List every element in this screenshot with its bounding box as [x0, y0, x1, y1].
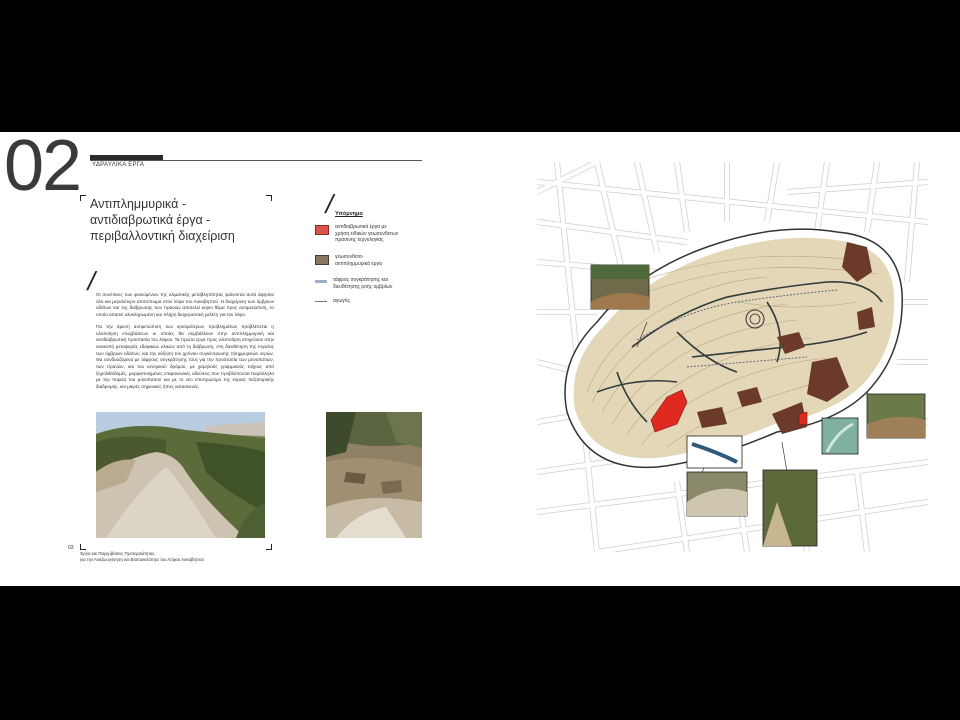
footer-line: Έργα και Παρεμβάσεις Προτεραιότητας	[80, 551, 155, 556]
legend-label: αγωγός	[333, 298, 350, 304]
title-line: περιβαλλοντική διαχείριση	[90, 229, 235, 243]
legend-title: Υπόμνημα	[335, 211, 363, 217]
page-number: 03	[68, 545, 74, 551]
legend-label: αντιπλημμυρικά έργα	[335, 260, 382, 267]
title-line: αντιδιαβρωτικά έργα -	[90, 213, 211, 227]
legend-label: τάφρος συγκράτησης και	[333, 277, 388, 283]
legend-item-pipe	[315, 298, 350, 305]
title-line: Αντιπλημμυρικά -	[90, 197, 186, 211]
legend-label: χρήση ειδικών γεωσυνθετων	[335, 230, 399, 237]
body-text	[96, 292, 274, 396]
section-label: ΥΔΡΑΥΛΙΚΑ ΕΡΓΑ	[92, 162, 145, 168]
page-title	[90, 196, 280, 244]
legend-swatch	[315, 225, 329, 235]
legend-label: γεωσυνθετα-	[335, 254, 364, 260]
footer-line: για την Αναζωογόνηση και Βιοποικιλότητα του Λόφου Λυκαβηττού	[80, 557, 204, 562]
slash-decoration: /	[322, 189, 337, 219]
paragraph: Για την άμεση αντιμετώπιση των κρισιμότερων προβλημάτων προβλέπεται η υλοποίηση επεμβάσεων οι οποίες θα συμβάλλουν στην αντιπλημμυρική και αντιδιαβρωτική προστασία του λόφου. Τα πρώτα έργα προς υλοποίηση στοχεύουν στην ανακοπή μεταφοράς εδαφικών υλικών από τη διάβρωση, στη διευθέτηση της πορείας των όμβριων υδάτων, και την αύξηση του χρόνου συγκέντρωσης πλημμυρικών νερών. Θα συνδυαζόμενα με τάφρους συγκράτησης τους για την προστασία των μονοπατιών, των πρανών, και του κεντρικού δρόμου, με χαμηλούς γραμμικούς τοίχους από ξηρολιθοδομές, μορφοποιημένες επιφανειακές οδεύσεις που προβλέπονται παράλληλα με την πορεία του μονοπατιού και με το νέο επιστρώσιμο της κύριας πεζοπορικής διαδρομής, και μικρές σημειακές ήπιες κατασκευές.	[96, 323, 274, 390]
slash-decoration: /	[84, 266, 99, 296]
legend-label: διευθέτησης ροής ομβρίων	[333, 283, 393, 290]
legend-item-trench	[315, 277, 392, 290]
document-spread	[0, 132, 960, 586]
paragraph: Οι συνέπειες των φαινομένων της κλιματικής μεταβλητότητας φαίνονται αυτά άφησαν όλο και μεγαλύτερο αποτύπωμα στον λόφο του Λυκαβηττού. Η διαχείριση των όμβριων υδάτων και της διάβρωσης των πρανών αποτελεί κύριο θέμα προς αντιμετώπιση, το οποίο απαιτεί ολοκληρωμένη και πλήρη διαχειριστική μελέτη για τον λόφο.	[96, 292, 274, 318]
photo-hillside-path	[96, 412, 265, 538]
crop-mark	[80, 544, 86, 550]
footer	[80, 551, 204, 563]
legend-item-flood	[315, 254, 382, 267]
legend-swatch	[315, 301, 327, 302]
map-drawing	[537, 162, 928, 552]
header-rule	[90, 160, 422, 161]
section-number: 02	[4, 132, 81, 206]
site-map	[537, 162, 928, 552]
legend-swatch	[315, 280, 327, 283]
legend-label: πράσινης τεχνολογίας	[335, 237, 384, 243]
legend-item-erosion	[315, 224, 398, 244]
crop-mark	[80, 195, 86, 201]
legend-swatch	[315, 255, 329, 265]
photo-eroded-slope	[326, 412, 422, 538]
legend-label: αντιδιαβρωτικά έργα με	[335, 224, 387, 230]
crop-mark	[266, 544, 272, 550]
